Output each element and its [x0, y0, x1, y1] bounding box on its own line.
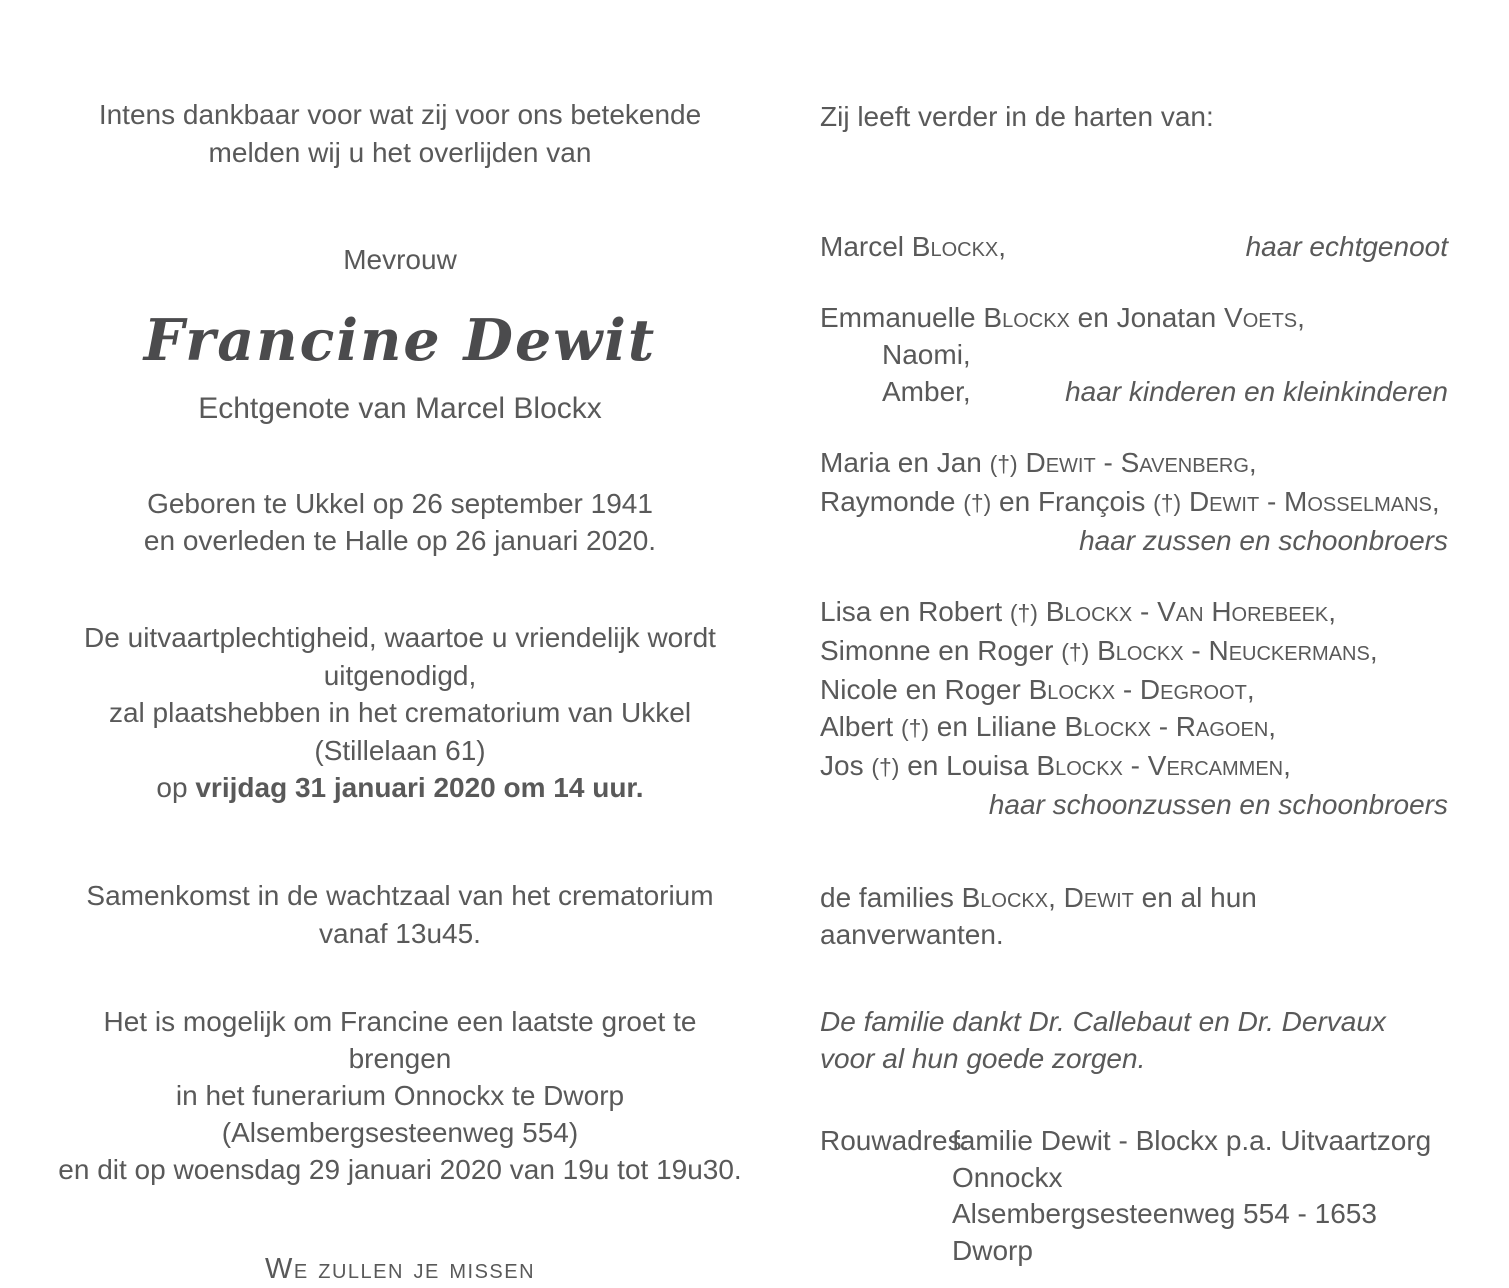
survivor-group	[820, 228, 1448, 265]
farewell-message: We zullen je missen	[264, 1252, 536, 1285]
gathering-line: Samenkomst in de wachtzaal van het crematorium vanaf 13u45.	[86, 879, 714, 949]
text-segment: en al hun aanverwanten.	[820, 882, 1257, 950]
mourning-address-line: familie Dewit - Blockx p.a. Uitvaartzorg Onnockx	[952, 1125, 1432, 1193]
text-segment: Marcel	[820, 231, 912, 262]
family-name: Blockx	[983, 302, 1070, 333]
relation-label: haar echtgenoot	[1245, 231, 1448, 262]
text-segment: Naomi,	[882, 339, 971, 370]
text-segment: ,	[1369, 635, 1378, 666]
family-name: Dewit - Savenberg	[1025, 447, 1249, 478]
text-segment: ,	[998, 231, 1007, 262]
viewing-line: Het is mogelijk om Francine een laatste groet te brengen	[103, 1005, 697, 1074]
survivor-group	[820, 299, 1448, 410]
relation-label: haar kinderen en kleinkinderen	[1065, 376, 1448, 407]
text-segment: ,	[1246, 674, 1255, 705]
family-name: Blockx - Ragoen	[1064, 711, 1269, 742]
text-segment: (†)	[989, 451, 1018, 477]
family-name: Blockx - Van Horebeek	[1045, 596, 1329, 627]
survivor-line	[820, 299, 1448, 336]
text-segment: en Liliane	[929, 711, 1065, 742]
survivor-group	[820, 593, 1448, 823]
survivor-line	[820, 228, 1448, 265]
family-name: Blockx - Degroot	[1028, 674, 1247, 705]
mourning-address-label: Rouwadres:	[820, 1125, 970, 1156]
ceremony-date-bold: vrijdag 31 januari 2020 om 14 uur.	[195, 772, 644, 803]
announcement-right-column	[820, 0, 1448, 1269]
intro-line: Intens dankbaar voor wat zij voor ons betekende	[98, 99, 702, 130]
relation-label: haar schoonzussen en schoonbroers	[988, 789, 1448, 820]
family-name: Blockx	[961, 882, 1049, 913]
family-name: Blockx - Neuckermans	[1097, 635, 1370, 666]
intro-line: melden wij u het overlijden van	[208, 137, 592, 168]
text-segment: (†)	[1009, 600, 1038, 626]
text-segment: (†)	[871, 754, 900, 780]
ceremony-text	[55, 619, 745, 807]
death-line: en overleden te Halle op 26 januari 2020.	[143, 525, 657, 556]
text-segment: Simonne en Roger	[820, 635, 1062, 666]
text-segment: (†)	[900, 715, 929, 741]
text-segment: (†)	[1061, 639, 1090, 665]
viewing-line: in het funerarium Onnockx te Dworp (Alsembergsesteenweg 554)	[175, 1079, 625, 1148]
text-segment: Maria en Jan	[820, 447, 990, 478]
mourning-address-line: Alsembergsesteenweg 554 - 1653 Dworp	[952, 1198, 1377, 1266]
text-segment: ,	[1297, 302, 1305, 333]
text-segment	[1089, 635, 1097, 666]
text-segment: de families	[820, 882, 962, 913]
mourning-address-row	[820, 1123, 1448, 1196]
survivors-heading: Zij leeft verder in de harten van:	[820, 101, 1214, 132]
survivors-list	[820, 228, 1448, 823]
family-name: Voets	[1224, 302, 1298, 333]
text-segment	[1181, 486, 1189, 517]
thanks-line: voor al hun goede zorgen.	[820, 1043, 1146, 1074]
survivor-group	[820, 444, 1448, 559]
spouse-line: Echtgenote van Marcel Blockx	[198, 392, 602, 425]
text-segment: Albert	[820, 711, 901, 742]
text-segment: ,	[1248, 447, 1257, 478]
text-segment: Lisa en Robert	[820, 596, 1010, 627]
relation-label: haar zussen en schoonbroers	[1079, 525, 1448, 556]
survivor-line	[820, 708, 1448, 747]
survivor-line	[820, 483, 1448, 522]
ceremony-line	[55, 769, 745, 807]
families-line	[820, 879, 1448, 953]
viewing-text	[55, 1003, 745, 1188]
announcement-left-column	[55, 0, 745, 1288]
text-segment: ,	[1328, 596, 1337, 627]
text-segment: Jos	[820, 750, 872, 781]
survivor-line	[820, 444, 1448, 483]
survivor-line	[820, 593, 1448, 632]
text-segment: ,	[1268, 711, 1277, 742]
ceremony-line: zal plaatshebben in het crematorium van Ukkel (Stillelaan 61)	[108, 697, 692, 766]
family-name: Blockx - Vercammen	[1036, 750, 1284, 781]
deceased-name: Francine Dewit	[143, 307, 657, 374]
survivor-line	[820, 336, 1448, 373]
text-segment	[1038, 596, 1046, 627]
text-segment: en Jonatan	[1069, 302, 1225, 333]
ceremony-line: De uitvaartplechtigheid, waartoe u vriendelijk wordt uitgenodigd,	[84, 622, 716, 691]
family-name: Blockx	[911, 231, 999, 262]
text-segment: ,	[1048, 882, 1064, 913]
survivor-line	[820, 747, 1448, 786]
text-segment: Emmanuelle	[820, 302, 984, 333]
thanks-line: De familie dankt Dr. Callebaut en Dr. Dervaux	[820, 1006, 1386, 1037]
text-segment: (†)	[963, 490, 992, 516]
text-segment: en François	[991, 486, 1154, 517]
text-segment: Raymonde	[820, 486, 964, 517]
birth-line: Geboren te Ukkel op 26 september 1941	[147, 488, 653, 519]
text-segment: ,	[1431, 486, 1440, 517]
survivor-line	[820, 373, 1448, 410]
survivor-line	[820, 632, 1448, 671]
ceremony-date-prefix: op	[156, 772, 196, 803]
viewing-line: en dit op woensdag 29 januari 2020 van 19u tot 19u30.	[58, 1153, 742, 1185]
text-segment: Amber,	[882, 376, 971, 407]
text-segment: en Louisa	[899, 750, 1037, 781]
intro-text	[55, 96, 745, 172]
text-segment: ,	[1283, 750, 1291, 781]
mourning-address	[820, 1123, 1448, 1269]
birth-death-text	[55, 485, 745, 559]
family-name: Dewit - Mosselmans	[1188, 486, 1432, 517]
salutation: Mevrouw	[343, 244, 457, 275]
text-segment: (†)	[1153, 490, 1182, 516]
text-segment: Nicole en Roger	[820, 674, 1029, 705]
family-name: Dewit	[1063, 882, 1134, 913]
survivor-line	[820, 671, 1448, 708]
thanks-text	[820, 1003, 1448, 1077]
